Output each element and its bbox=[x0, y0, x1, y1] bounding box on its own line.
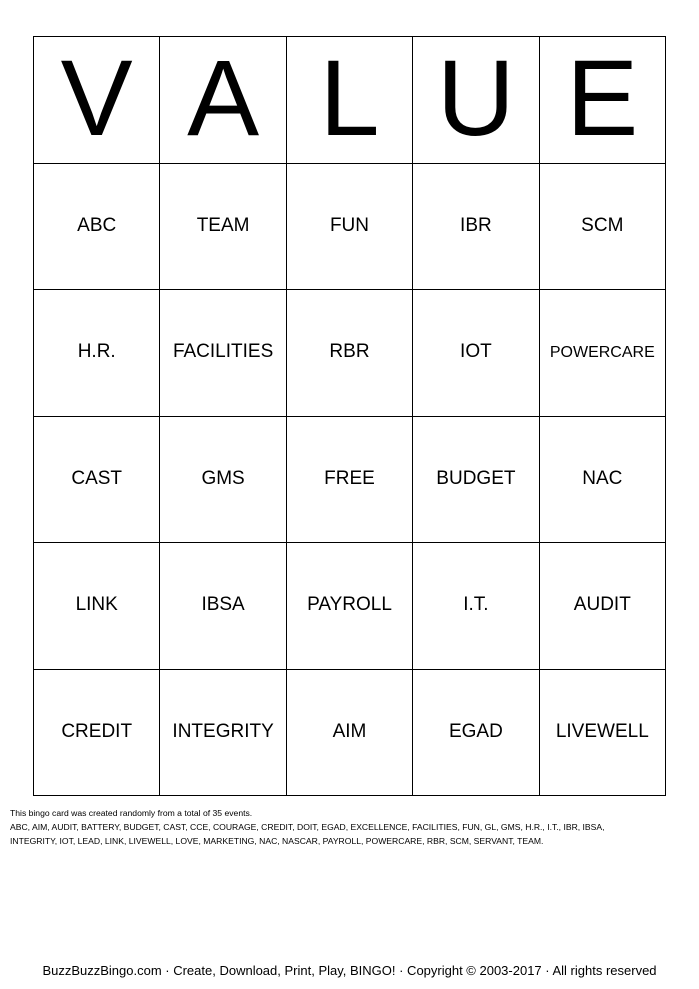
bingo-cell: AIM bbox=[287, 670, 413, 797]
bingo-cell-free: FREE bbox=[287, 417, 413, 544]
bingo-cell: LINK bbox=[34, 543, 160, 670]
bingo-cell: CAST bbox=[34, 417, 160, 544]
bingo-cell: INTEGRITY bbox=[160, 670, 286, 797]
header-cell-e: E bbox=[540, 37, 666, 164]
bingo-cell: FUN bbox=[287, 164, 413, 291]
header-cell-v: V bbox=[34, 37, 160, 164]
header-cell-a: A bbox=[160, 37, 286, 164]
bingo-cell: TEAM bbox=[160, 164, 286, 291]
bingo-cell: GMS bbox=[160, 417, 286, 544]
card-info-events-line-2: INTEGRITY, IOT, LEAD, LINK, LIVEWELL, LOVE, MARKETING, NAC, NASCAR, PAYROLL, POWERCARE, RBR, SCM, SERVANT, TEAM. bbox=[10, 836, 544, 846]
bingo-cell: POWERCARE bbox=[540, 290, 666, 417]
header-cell-l: L bbox=[287, 37, 413, 164]
page-footer: BuzzBuzzBingo.com · Create, Download, Print, Play, BINGO! · Copyright © 2003-2017 · All rights reserved bbox=[42, 963, 657, 978]
bingo-cell: BUDGET bbox=[413, 417, 539, 544]
card-info-events-line-1: ABC, AIM, AUDIT, BATTERY, BUDGET, CAST, CCE, COURAGE, CREDIT, DOIT, EGAD, EXCELLENCE, FACILITIES, FUN, GL, GMS, H.R., I.T., IBR, IBSA, bbox=[10, 822, 605, 832]
bingo-card bbox=[33, 36, 666, 796]
bingo-cell: LIVEWELL bbox=[540, 670, 666, 797]
bingo-cell: RBR bbox=[287, 290, 413, 417]
card-info-summary: This bingo card was created randomly from a total of 35 events. bbox=[10, 808, 253, 818]
bingo-cell: H.R. bbox=[34, 290, 160, 417]
bingo-cell: IBSA bbox=[160, 543, 286, 670]
bingo-cell: NAC bbox=[540, 417, 666, 544]
bingo-cell: AUDIT bbox=[540, 543, 666, 670]
bingo-cell: CREDIT bbox=[34, 670, 160, 797]
bingo-cell: EGAD bbox=[413, 670, 539, 797]
bingo-cell: IOT bbox=[413, 290, 539, 417]
bingo-cell: IBR bbox=[413, 164, 539, 291]
bingo-cell: FACILITIES bbox=[160, 290, 286, 417]
header-cell-u: U bbox=[413, 37, 539, 164]
bingo-cell: SCM bbox=[540, 164, 666, 291]
bingo-cell: PAYROLL bbox=[287, 543, 413, 670]
bingo-cell: I.T. bbox=[413, 543, 539, 670]
bingo-cell: ABC bbox=[34, 164, 160, 291]
card-info bbox=[10, 806, 680, 848]
